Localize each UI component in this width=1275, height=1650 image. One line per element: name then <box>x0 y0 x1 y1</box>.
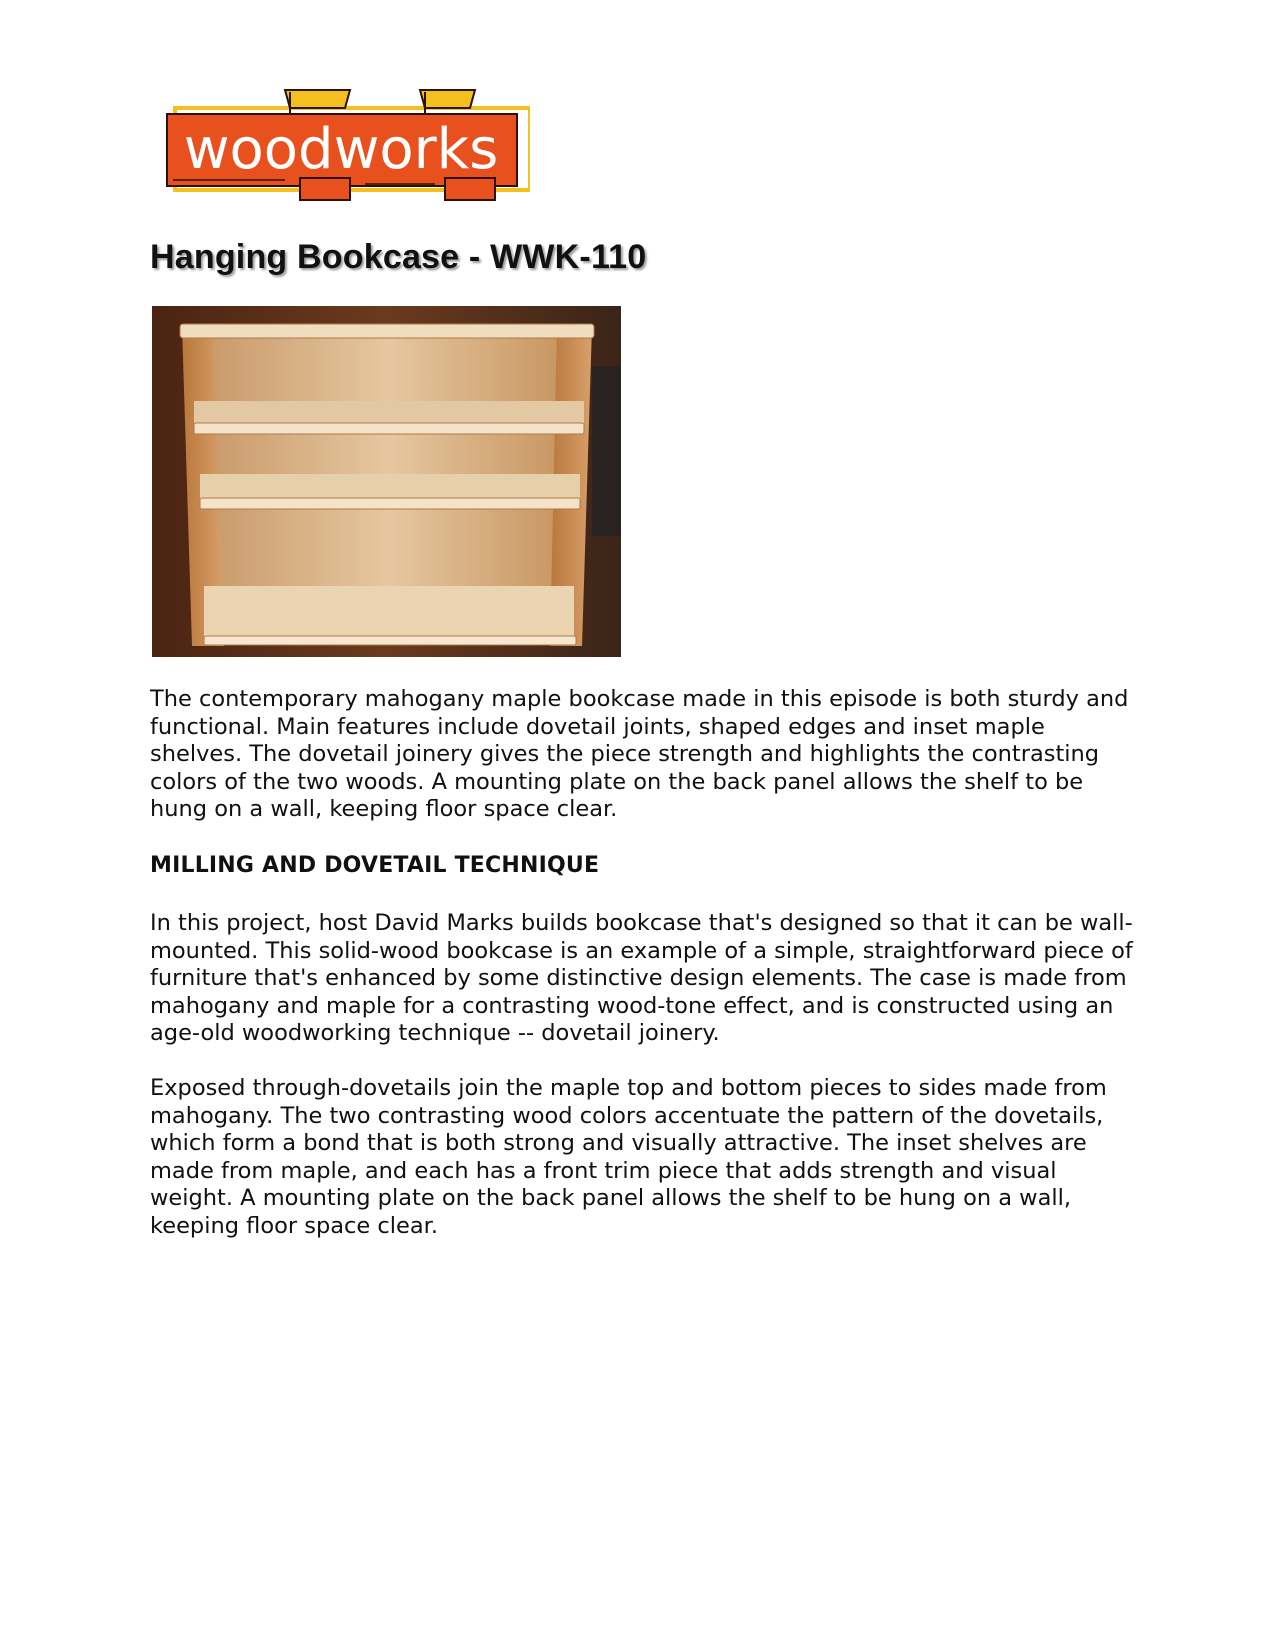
section-heading: MILLING AND DOVETAIL TECHNIQUE <box>150 853 600 878</box>
body-paragraph: Exposed through-dovetails join the maple top and bottom pieces to sides made from mahogany. The two contrasting wood colors accentuate the pattern of the dovetails, which form a bond that is both strong and visually attractive. The inset shelves are made from maple, and each has a front trim piece that adds strength and visual weight. A mounting plate on the back panel allows the shelf to be hung on a wall, keeping floor space clear. <box>150 1075 1107 1239</box>
woodworks-logo <box>165 88 530 206</box>
intro-paragraph: The contemporary mahogany maple bookcase made in this episode is both sturdy and functional. Main features include dovetail joints, shaped edges and inset maple shelves. The dovetail joinery gives the piece strength and highlights the contrasting colors of the two woods. A mounting plate on the back panel allows the shelf to be hung on a wall, keeping floor space clear. <box>150 686 1129 822</box>
body-paragraph: In this project, host David Marks builds bookcase that's designed so that it can be wall-mounted. This solid-wood bookcase is an example of a simple, straightforward piece of furniture that's enhanced by some distinctive design elements. The case is made from mahogany and maple for a contrasting wood-tone effect, and is constructed using an age-old woodworking technique -- dovetail joinery. <box>150 910 1133 1046</box>
bookcase-photo <box>152 306 621 657</box>
logo-wordmark: woodworks <box>183 117 499 182</box>
page-title: Hanging Bookcase - WWK-110 <box>150 238 647 276</box>
